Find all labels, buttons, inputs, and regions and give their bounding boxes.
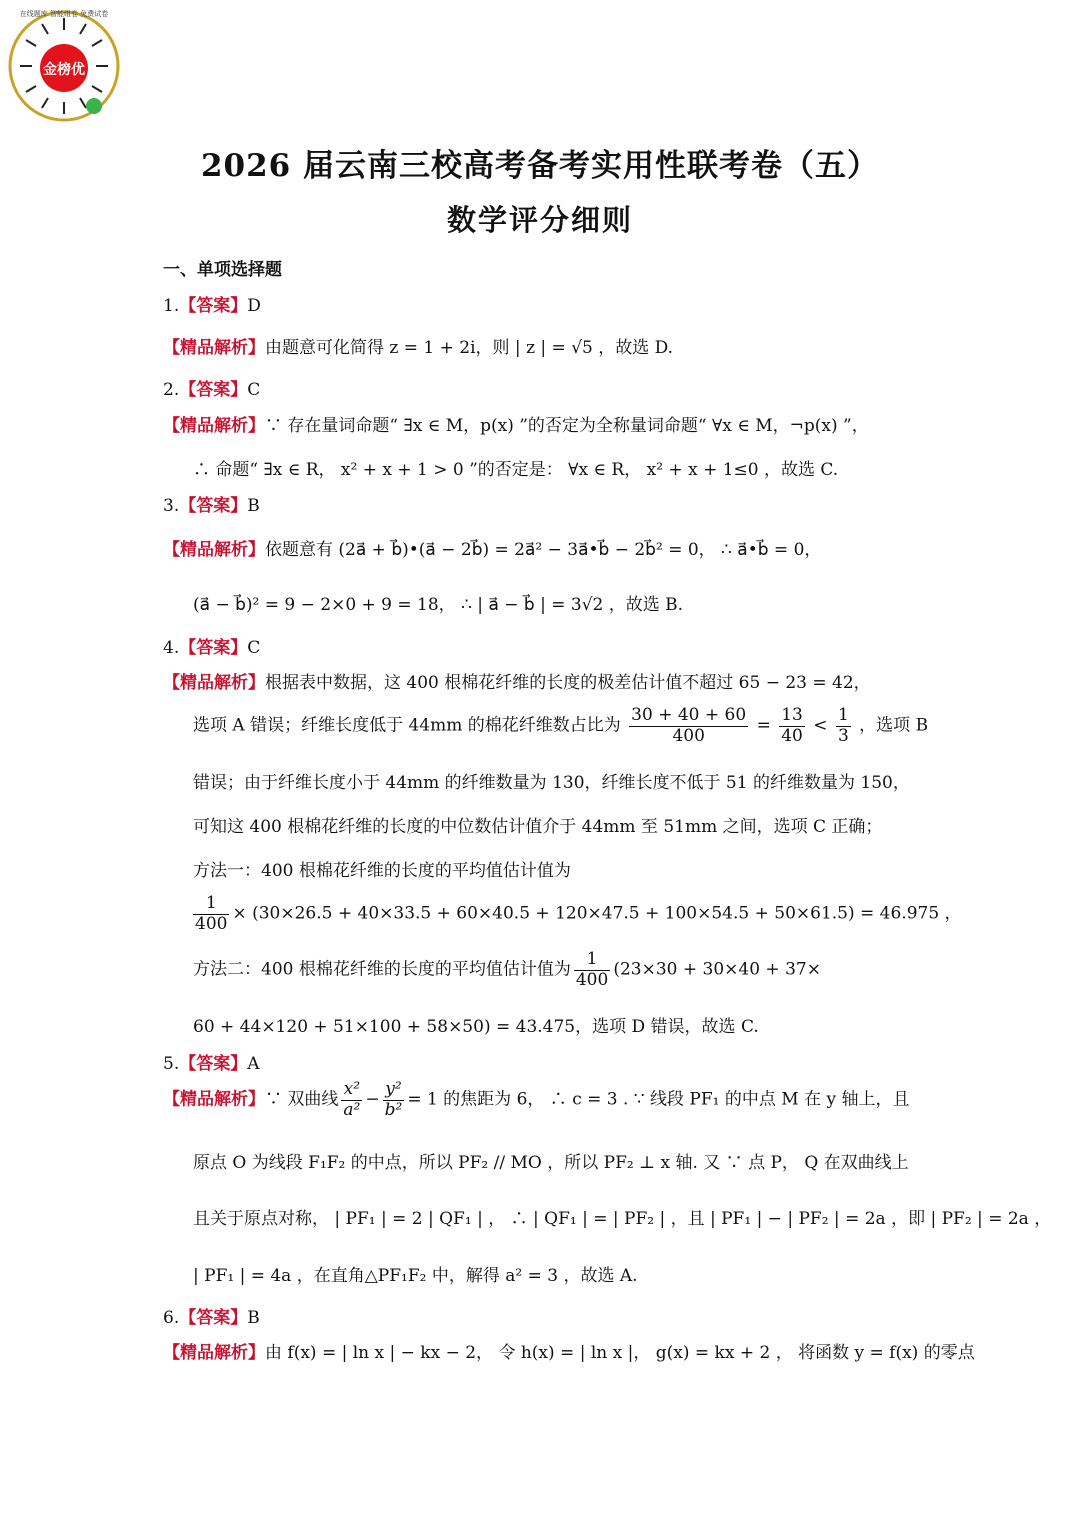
q5-fraction-2: $\frac{\text{y²}}{\text{b²}}$: [384, 1079, 403, 1120]
q5-analysis-text-3: 且关于原点对称， | PF₁ | = 2 | QF₁ | ， ∴ | QF₁ | = | PF₂ | ，且 | PF₁ | − | PF₂ | = 2a ，即 | PF₂ | = 2a ，: [193, 1209, 1052, 1229]
q4-analysis-text-4: 可知这 400 根棉花纤维的长度的中位数估计值介于 44mm 至 51mm 之间，选项 C 正确；: [193, 817, 883, 837]
q6-answer-line: [163, 1303, 260, 1328]
q3-answer-tag: 【答案】: [179, 496, 248, 516]
q3-answer-line: [163, 491, 260, 516]
q1-number: 1.: [163, 296, 180, 316]
q3-analysis-text-1: 依题意有 (2a⃗ + b⃗)•(a⃗ − 2b⃗) = 2a⃗² − 3a⃗•b⃗ − 2b⃗² = 0， ∴ a⃗•b⃗ = 0，: [265, 540, 822, 560]
section-heading: 一、单项选择题: [163, 260, 282, 280]
q1-answer-tag: 【答案】: [179, 296, 248, 316]
q4-text-7a: 方法二：400 根棉花纤维的长度的平均值估计值为: [193, 959, 571, 980]
page-subtitle: 数学评分细则: [446, 203, 633, 237]
q4-analysis-text-3: 错误；由于纤维长度小于 44mm 的纤维数量为 130，纤维长度不低于 51 的纤维数量为 150，: [193, 773, 910, 793]
q6-analysis-tag: 【精品解析】: [163, 1343, 265, 1363]
q5-answer-tag: 【答案】: [179, 1054, 248, 1074]
q4-text-2b: ，选项 B: [859, 715, 929, 736]
q2-analysis-text-1: ∵ 存在量词命题“ ∃x ∈ M，p(x) ”的否定为全称量词命题“ ∀x ∈ M，¬p(x) ”，: [265, 416, 869, 436]
q3-analysis-tag: 【精品解析】: [163, 540, 265, 560]
q4-fraction-1: $\frac{30 + 40 + 60}{400}$: [631, 705, 747, 746]
logo-center-text: 金榜优: [43, 62, 85, 78]
q3-number: 3.: [163, 496, 180, 516]
q5-minus: −: [365, 1089, 380, 1110]
q2-number: 2.: [163, 380, 180, 400]
q1-analysis: [163, 333, 673, 358]
q4-answer: C: [247, 638, 261, 658]
q4-analysis-text-7: [193, 950, 821, 990]
q4-number: 4.: [163, 638, 180, 658]
q4-analysis-text-8: 60 + 44×120 + 51×100 + 58×50) = 43.475，选项 D 错误，故选 C.: [193, 1017, 759, 1037]
q6-answer-tag: 【答案】: [179, 1308, 248, 1328]
q4-fraction-3: $\frac{1}{3}$: [837, 705, 849, 746]
q4-answer-tag: 【答案】: [179, 638, 248, 658]
q4-text-2a: 选项 A 错误；纤维长度低于 44mm 的棉花纤维数占比为: [193, 715, 621, 736]
q4-analysis-tag: 【精品解析】: [163, 673, 265, 693]
q1-analysis-text: 由题意可化简得 z = 1 + 2i，则 | z | = √5 ，故选 D.: [265, 338, 674, 358]
q4-analysis: [163, 668, 871, 693]
q4-text-7b: (23×30 + 30×40 + 37×: [613, 959, 821, 980]
q5-analysis-text-4: | PF₁ | = 4a ，在直角△PF₁F₂ 中，解得 a² = 3 ，故选 A.: [193, 1266, 638, 1286]
q2-analysis-text-2: ∴ 命题“ ∃x ∈ R， x² + x + 1 > 0 ”的否定是： ∀x ∈ R， x² + x + 1≤0 ，故选 C.: [193, 460, 839, 480]
q1-answer: D: [247, 296, 261, 316]
q4-text-6: × (30×26.5 + 40×33.5 + 60×40.5 + 120×47.5 + 100×54.5 + 50×61.5) = 46.975 ，: [232, 903, 962, 924]
q4-analysis-text-2: [193, 706, 928, 746]
q1-answer-line: [163, 291, 261, 316]
q3-answer: B: [247, 496, 260, 516]
q5-answer: A: [247, 1054, 260, 1074]
q2-answer: C: [247, 380, 261, 400]
q6-number: 6.: [163, 1308, 180, 1328]
q4-analysis-text-1: 根据表中数据，这 400 根棉花纤维的长度的极差估计值不超过 65 − 23 = 42，: [265, 673, 871, 693]
q5-analysis-tag: 【精品解析】: [163, 1089, 265, 1110]
q1-analysis-tag: 【精品解析】: [163, 338, 265, 358]
logo-arc-text: 在线题库 智能组卷 免费试卷: [19, 10, 109, 18]
q5-fraction-1: $\frac{\text{x²}}{\text{a²}}$: [343, 1079, 361, 1120]
q4-fraction-2: $\frac{13}{40}$: [781, 705, 803, 746]
q3-analysis-text-2: (a⃗ − b⃗)² = 9 − 2×0 + 9 = 18， ∴ | a⃗ − b⃗ | = 3√2 ，故选 B.: [193, 595, 684, 615]
q5-answer-line: [163, 1049, 260, 1074]
q4-fraction-5: $\frac{1}{400}$: [575, 949, 609, 990]
q3-analysis: [163, 535, 821, 560]
q4-fraction-4: $\frac{1}{400}$: [195, 893, 228, 934]
q6-analysis: [163, 1338, 975, 1363]
q2-answer-tag: 【答案】: [179, 380, 248, 400]
q4-analysis-text-6: [193, 894, 962, 934]
q2-analysis-tag: 【精品解析】: [163, 416, 265, 436]
q2-answer-line: [163, 375, 260, 400]
q6-analysis-text: 由 f(x) = | ln x | − kx − 2， 令 h(x) = | ln x |， g(x) = kx + 2 ， 将函数 y = f(x) 的零点: [265, 1343, 975, 1363]
q2-analysis: [163, 411, 869, 436]
q4-answer-line: [163, 633, 260, 658]
jinbangyou-logo: [6, 8, 122, 124]
q4-equals: =: [756, 715, 771, 736]
q5-analysis: [163, 1080, 910, 1120]
q5-text-1b: = 1 的焦距为 6， ∴ c = 3 . ∵ 线段 PF₁ 的中点 M 在 y 轴上，且: [407, 1089, 910, 1110]
q5-text-1a: ∵ 双曲线: [265, 1089, 339, 1110]
q5-analysis-text-2: 原点 O 为线段 F₁F₂ 的中点，所以 PF₂ // MO ，所以 PF₂ ⊥ x 轴. 又 ∵ 点 P， Q 在双曲线上: [193, 1153, 909, 1173]
q4-less-than: <: [813, 715, 828, 736]
q6-answer: B: [247, 1308, 260, 1328]
q5-number: 5.: [163, 1054, 180, 1074]
q4-analysis-text-5: 方法一：400 根棉花纤维的长度的平均值估计值为: [193, 861, 571, 881]
page-title: 2026 届云南三校高考备考实用性联考卷（五）: [200, 148, 880, 184]
